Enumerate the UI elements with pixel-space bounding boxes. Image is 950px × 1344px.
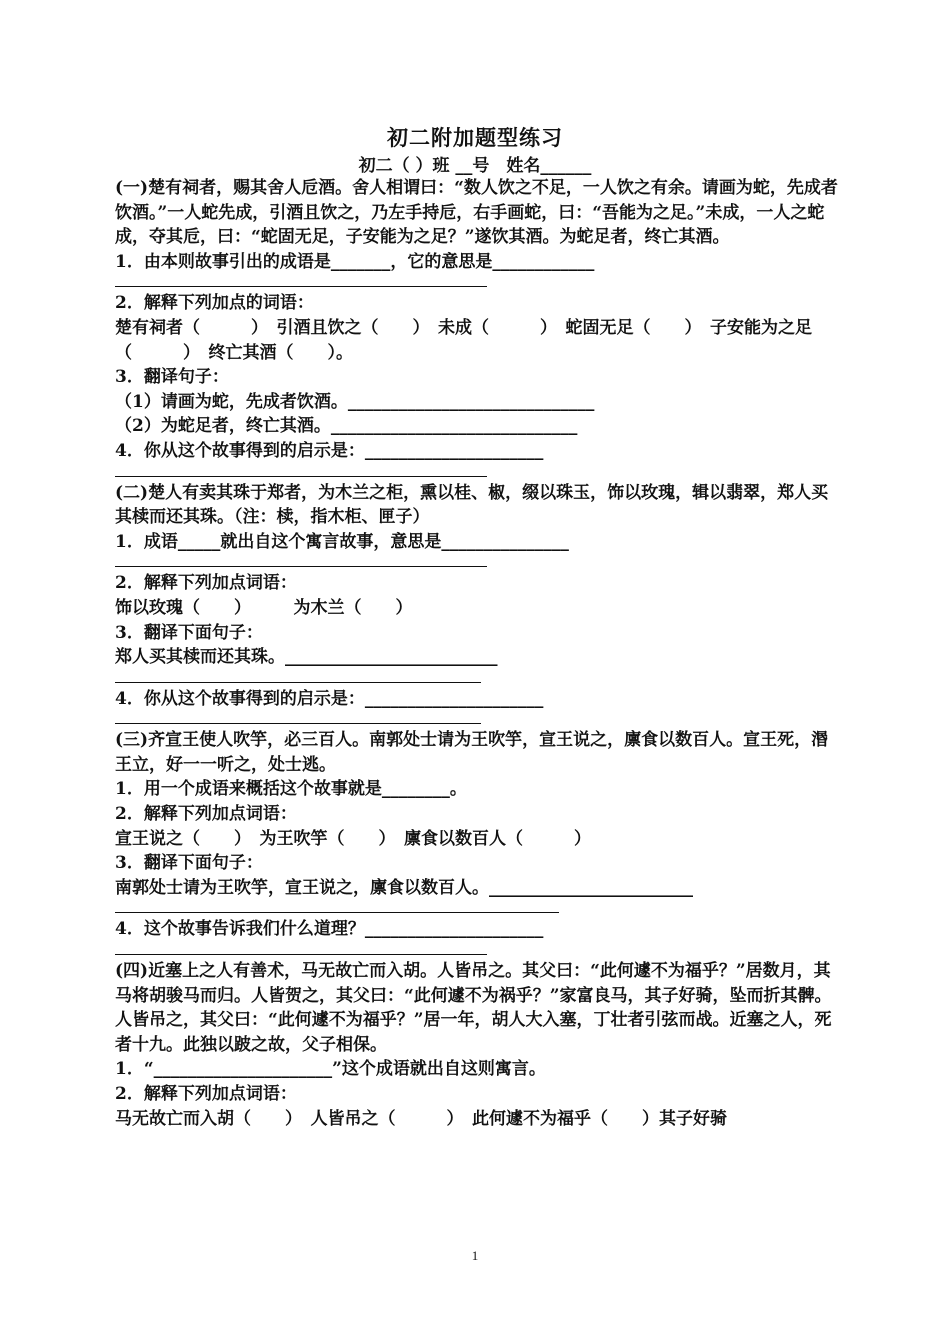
s2-question-3: 3．翻译下面句子：: [115, 622, 263, 643]
exercise-body: [115, 176, 840, 1131]
s4-question-1: 1．“_____________________”这个成语就出自这则寓言。: [115, 1059, 546, 1080]
s2-question-4: 4．你从这个故事得到的启示是：_____________________: [115, 688, 544, 709]
answer-line: [115, 912, 559, 913]
s1-question-4: 4．你从这个故事得到的启示是：_____________________: [115, 440, 544, 461]
passage-2: (二)楚人有卖其珠于郑者，为木兰之柜，熏以桂、椒，缀以珠玉，饰以玫瑰，辑以翡翠，郑人买其椟而还其珠。（注：椟，指木柜、匣子）: [115, 482, 829, 528]
answer-line: [115, 476, 487, 477]
answer-line: [115, 566, 487, 567]
s3-question-3-1: 南郭处士请为王吹竽，宣王说之，廪食以数百人。________________________: [115, 877, 693, 898]
answer-line: [115, 723, 481, 724]
s3-question-3: 3．翻译下面句子：: [115, 853, 263, 874]
answer-line: [115, 286, 487, 287]
s4-question-2: 2．解释下列加点词语：: [115, 1084, 297, 1104]
s1-question-3-1: （1）请画为蛇，先成者饮酒。_____________________________: [115, 391, 595, 412]
s3-question-4: 4．这个故事告诉我们什么道理？_____________________: [115, 919, 544, 940]
s1-question-2: 2．解释下列加点的词语：: [115, 293, 314, 314]
passage-4: (四)近塞上之人有善术，马无故亡而入胡。人皆吊之。其父曰：“此何遽不为福乎？”居数月，其马将胡骏马而归。人皆贺之，其父曰：“此何遽不为祸乎？”家富良马，其子好骑，坠而折其髀。人皆吊之，其父曰：“此何遽不为福乎？”居一年，胡人大入塞，丁壮者引弦而战。近塞之人，死者十九。此独以跛之故，父子相保。: [115, 961, 832, 1055]
s2-question-1: 1．成语_____就出自这个寓言故事，意思是_______________: [115, 531, 569, 552]
s3-question-1: 1．用一个成语来概括这个故事就是________。: [115, 779, 467, 800]
page-number: 1: [471, 1248, 479, 1263]
answer-line: [115, 682, 481, 683]
s3-question-2-items: 宣王说之（ ） 为王吹竽（ ） 廪食以数百人（ ）: [115, 828, 591, 849]
s2-question-2: 2．解释下列加点词语：: [115, 573, 297, 594]
s1-question-3: 3．翻译句子：: [115, 367, 229, 388]
s2-question-3-1: 郑人买其椟而还其珠。_________________________: [115, 647, 498, 668]
class-name-line: 初二（ ）班 __号 姓名______: [358, 156, 592, 176]
s2-question-2-items: 饰以玫瑰（ ） 为木兰（ ）: [115, 597, 413, 618]
s1-question-1: 1．由本则故事引出的成语是_______，它的意思是____________: [115, 251, 595, 272]
s1-question-2-items: 楚有祠者（ ） 引酒且饮之（ ） 未成（ ） 蛇固无足（ ） 子安能为之足（ ） 终亡其酒（ ）。: [115, 317, 812, 363]
passage-1: (一)楚有祠者，赐其舍人卮酒。舍人相谓曰：“数人饮之不足，一人饮之有余。请画为蛇，先成者饮酒。”一人蛇先成，引酒且饮之，乃左手持卮，右手画蛇，曰：“吾能为之足。”未成，一人之蛇成，夺其卮，曰：“蛇固无足，子安能为之足？”遂饮其酒。为蛇足者，终亡其酒。: [115, 178, 838, 248]
s1-question-3-2: （2）为蛇足者，终亡其酒。_____________________________: [115, 416, 578, 437]
passage-3: (三)齐宣王使人吹竽，必三百人。南郭处士请为王吹竽，宣王说之，廪食以数百人。宣王死，湣王立，好一一听之，处士逃。: [115, 730, 829, 775]
page-title: 初二附加题型练习: [387, 125, 563, 150]
answer-line: [115, 954, 487, 955]
s3-question-2: 2．解释下列加点词语：: [115, 804, 297, 825]
s4-question-2-items: 马无故亡而入胡（ ） 人皆吊之（ ） 此何遽不为福乎（ ）其子好骑: [115, 1108, 727, 1129]
